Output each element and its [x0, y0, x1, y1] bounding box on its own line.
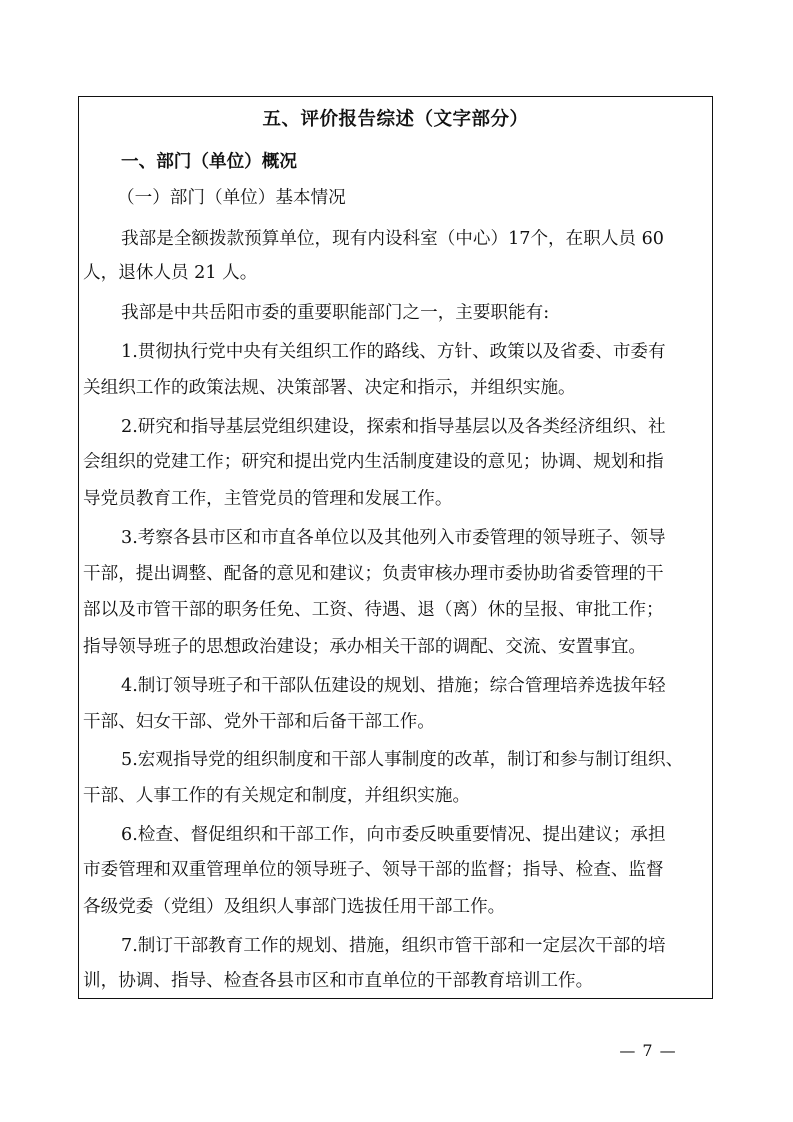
- paragraph-line: 会组织的党建工作；研究和提出党内生活制度建设的意见；协调、规划和指: [83, 452, 664, 472]
- paragraph-line: 干部、妇女干部、党外干部和后备干部工作。: [83, 712, 435, 732]
- paragraph-line: 训，协调、指导、检查各县市区和市直单位的干部教育培训工作。: [83, 971, 594, 991]
- report-frame: [78, 96, 713, 999]
- paragraph-line: 部以及市管干部的职务任免、工资、待遇、退（离）休的呈报、审批工作；: [83, 600, 664, 620]
- paragraph-line: 市委管理和双重管理单位的领导班子、领导干部的监督；指导、检查、监督: [83, 860, 664, 880]
- paragraph-line: 关组织工作的政策法规、决策部署、决定和指示，并组织实施。: [83, 378, 576, 398]
- paragraph-line: 2.研究和指导基层党组织建设，探索和指导基层以及各类经济组织、社: [121, 417, 666, 437]
- paragraph-line: 人，退休人员 21 人。: [83, 263, 258, 283]
- paragraph-line: 我部是中共岳阳市委的重要职能部门之一，主要职能有:: [121, 303, 550, 323]
- paragraph-line: 我部是全额拨款预算单位，现有内设科室（中心）17个，在职人员 60: [121, 229, 664, 249]
- section-title: 五、评价报告综述（文字部分）: [262, 109, 529, 130]
- paragraph-line: 干部、人事工作的有关规定和制度，并组织实施。: [83, 786, 471, 806]
- paragraph-line: 干部，提出调整、配备的意见和建议；负责审核办理市委协助省委管理的干: [83, 564, 664, 584]
- section-heading: 一、部门（单位）概况: [121, 152, 297, 172]
- subsection-heading: （一）部门（单位）基本情况: [117, 188, 346, 208]
- paragraph-line: 6.检查、督促组织和干部工作，向市委反映重要情况、提出建议；承担: [121, 825, 666, 845]
- paragraph-line: 5.宏观指导党的组织制度和干部人事制度的改革，制订和参与制订组织、: [121, 750, 684, 770]
- paragraph-line: 7.制订干部教育工作的规划、措施，组织市管干部和一定层次干部的培: [121, 936, 666, 956]
- paragraph-line: 各级党委（党组）及组织人事部门选拔任用干部工作。: [83, 897, 506, 917]
- page-number: — 7 —: [619, 1041, 677, 1060]
- paragraph-line: 4.制订领导班子和干部队伍建设的规划、措施；综合管理培养选拔年轻: [121, 676, 666, 696]
- paragraph-line: 1.贯彻执行党中央有关组织工作的路线、方针、政策以及省委、市委有: [121, 342, 666, 362]
- paragraph-line: 3.考察各县市区和市直各单位以及其他列入市委管理的领导班子、领导: [121, 528, 666, 548]
- paragraph-line: 指导领导班子的思想政治建设；承办相关干部的调配、交流、安置事宜。: [83, 637, 647, 657]
- paragraph-line: 导党员教育工作，主管党员的管理和发展工作。: [83, 489, 453, 509]
